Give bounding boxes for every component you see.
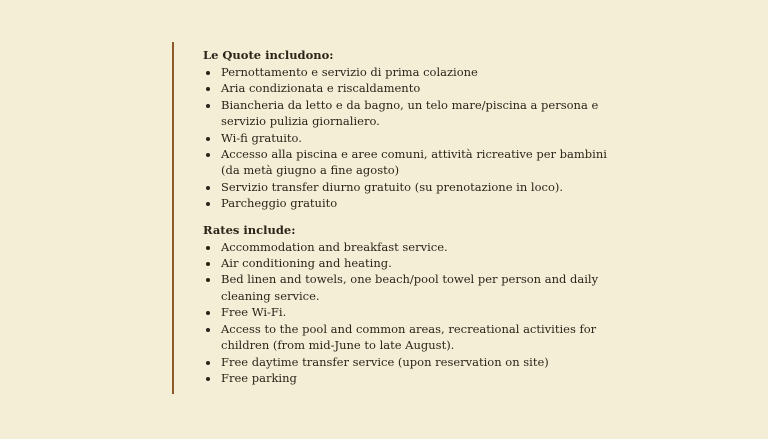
list-item: Pernottamento e servizio di prima colazione — [203, 64, 612, 80]
list-item: Bed linen and towels, one beach/pool towel per person and daily cleaning service. — [203, 271, 612, 304]
list-item: Aria condizionata e riscaldamento — [203, 80, 612, 96]
list-item: Free parking — [203, 370, 612, 386]
italian-section-title: Le Quote includono: — [203, 48, 334, 62]
list-item: Free Wi-Fi. — [203, 304, 612, 320]
list-item: Accommodation and breakfast service. — [203, 239, 612, 255]
italian-rates-list — [203, 64, 612, 212]
list-item: Parcheggio gratuito — [203, 195, 612, 211]
list-item: Wi-fi gratuito. — [203, 130, 612, 146]
list-item: Access to the pool and common areas, recreational activities for children (from mid-June to late August). — [203, 321, 612, 354]
english-section-title: Rates include: — [203, 222, 296, 237]
rates-text-block — [172, 42, 612, 394]
list-item: Accesso alla piscina e aree comuni, attività ricreative per bambini (da metà giugno a fine agosto) — [203, 146, 612, 179]
list-item: Air conditioning and heating. — [203, 255, 612, 271]
english-rates-list — [203, 239, 612, 387]
list-item: Biancheria da letto e da bagno, un telo mare/piscina a persona e servizio pulizia giornaliero. — [203, 97, 612, 130]
list-item: Free daytime transfer service (upon reservation on site) — [203, 354, 612, 370]
list-item: Servizio transfer diurno gratuito (su prenotazione in loco). — [203, 179, 612, 195]
